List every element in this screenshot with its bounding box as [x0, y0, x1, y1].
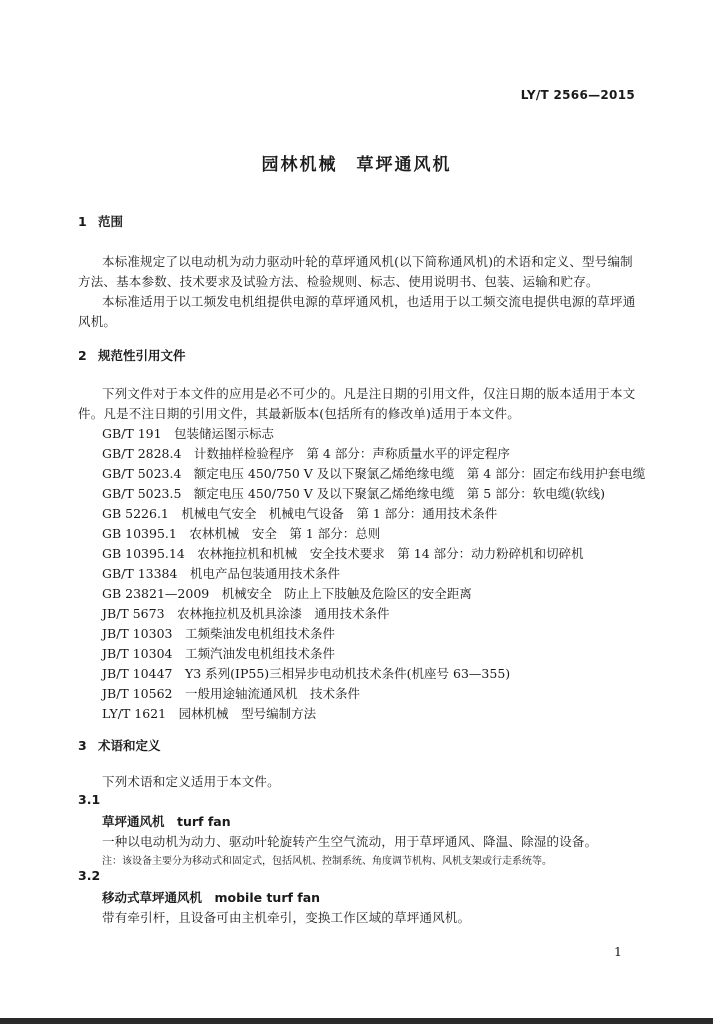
- reference-item: GB 10395.1 农林机械 安全 第 1 部分：总则: [102, 526, 381, 541]
- reference-item: JB/T 10303 工频柴油发电机组技术条件: [102, 626, 335, 641]
- section-1-number: 1: [78, 214, 87, 229]
- section-3-heading: [78, 736, 161, 754]
- reference-item: GB/T 5023.4 额定电压 450/750 V 及以下聚氯乙烯绝缘电缆 第 4 部分：固定布线用护套电缆: [102, 466, 646, 481]
- section-3-number: 3: [78, 738, 87, 753]
- section-1-heading: [78, 212, 123, 230]
- scope-paragraph-2-line-2: 风机。: [78, 314, 117, 329]
- scope-paragraph-1-line-1: 本标准规定了以电动机为动力驱动叶轮的草坪通风机(以下简称通风机)的术语和定义、型号编制: [102, 254, 633, 269]
- reference-item: GB 5226.1 机械电气安全 机械电气设备 第 1 部分：通用技术条件: [102, 506, 498, 521]
- reference-item: GB 10395.14 农林拖拉机和机械 安全技术要求 第 14 部分：动力粉碎机和切碎机: [102, 546, 584, 561]
- section-1-title: 范围: [98, 214, 124, 229]
- reference-item: GB 23821—2009 机械安全 防止上下肢触及危险区的安全距离: [102, 586, 472, 601]
- term-3-1-name: 草坪通风机 turf fan: [102, 814, 231, 829]
- reference-item: LY/T 1621 园林机械 型号编制方法: [102, 706, 317, 721]
- reference-item: GB/T 13384 机电产品包装通用技术条件: [102, 566, 340, 581]
- reference-item: GB/T 5023.5 额定电压 450/750 V 及以下聚氯乙烯绝缘电缆 第 5 部分：软电缆(软线): [102, 486, 605, 501]
- term-3-2-name: 移动式草坪通风机 mobile turf fan: [102, 890, 321, 905]
- page-number: 1: [614, 944, 623, 959]
- scope-paragraph-1-line-2: 方法、基本参数、技术要求及试验方法、检验规则、标志、使用说明书、包装、运输和贮存。: [78, 274, 599, 289]
- page-bottom-edge: [0, 1018, 713, 1024]
- references-intro-line-1: 下列文件对于本文件的应用是必不可少的。凡是注日期的引用文件，仅注日期的版本适用于本文: [102, 386, 636, 401]
- term-3-1-definition: 一种以电动机为动力、驱动叶轮旋转产生空气流动，用于草坪通风、降温、除湿的设备。: [102, 834, 598, 849]
- reference-item: JB/T 10447 Y3 系列(IP55)三相异步电动机技术条件(机座号 63—355): [102, 666, 511, 681]
- reference-item: GB/T 191 包装储运图示标志: [102, 426, 275, 441]
- section-2-number: 2: [78, 348, 87, 363]
- term-3-2-number: 3.2: [78, 868, 101, 883]
- references-intro-line-2: 件。凡是不注日期的引用文件，其最新版本(包括所有的修改单)适用于本文件。: [78, 406, 520, 421]
- scope-paragraph-2-line-1: 本标准适用于以工频发电机组提供电源的草坪通风机，也适用于以工频交流电提供电源的草坪通: [102, 294, 636, 309]
- section-2-heading: [78, 346, 186, 364]
- terms-intro: 下列术语和定义适用于本文件。: [102, 774, 280, 789]
- term-3-1-number: 3.1: [78, 792, 101, 807]
- reference-item: JB/T 10304 工频汽油发电机组技术条件: [102, 646, 335, 661]
- reference-item: GB/T 2828.4 计数抽样检验程序 第 4 部分：声称质量水平的评定程序: [102, 446, 510, 461]
- term-3-2-definition: 带有牵引杆，且设备可由主机牵引，变换工作区域的草坪通风机。: [102, 910, 471, 925]
- term-3-1-note: 注：该设备主要分为移动式和固定式，包括风机、控制系统、角度调节机构、风机支架或行走系统等。: [102, 856, 552, 867]
- reference-item: JB/T 5673 农林拖拉机及机具涂漆 通用技术条件: [102, 606, 390, 621]
- standard-number: LY/T 2566—2015: [520, 88, 635, 102]
- document-title: 园林机械 草坪通风机: [261, 155, 452, 175]
- reference-item: JB/T 10562 一般用途轴流通风机 技术条件: [102, 686, 360, 701]
- section-3-title: 术语和定义: [98, 738, 161, 753]
- section-2-title: 规范性引用文件: [98, 348, 186, 363]
